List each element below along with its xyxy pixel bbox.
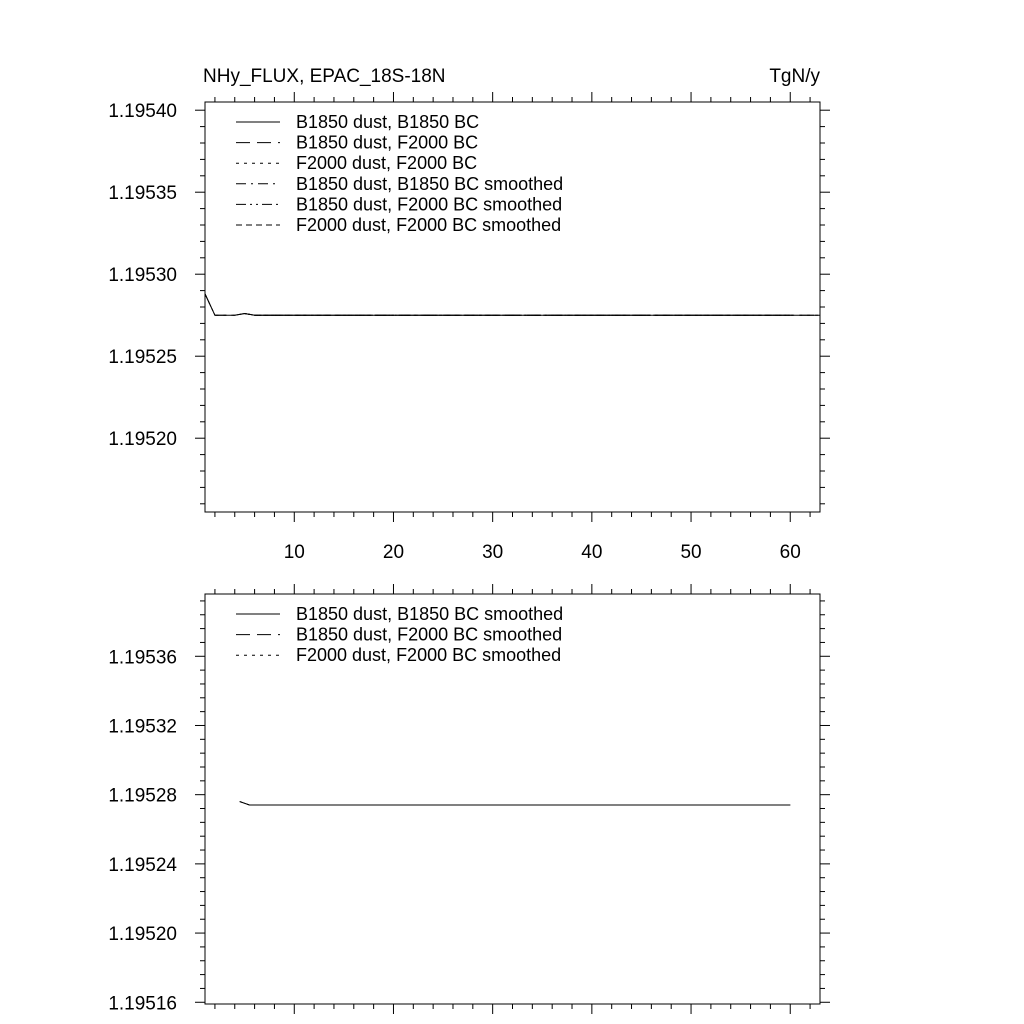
x-tick-label: 60 — [779, 542, 801, 563]
x-tick-label: 50 — [680, 542, 702, 563]
series-line — [205, 294, 820, 315]
legend-label: F2000 dust, F2000 BC smoothed — [296, 645, 562, 666]
y-tick-label: 1.19516 — [108, 993, 177, 1015]
y-tick-label: 1.19520 — [108, 429, 177, 451]
legend-label: F2000 dust, F2000 BC — [296, 153, 478, 174]
x-tick-label: 10 — [283, 542, 305, 563]
top-panel — [108, 66, 830, 563]
series-line — [205, 294, 820, 315]
y-tick-label: 1.19520 — [108, 924, 177, 946]
legend-label: B1850 dust, B1850 BC — [296, 112, 480, 132]
y-tick-label: 1.19528 — [108, 785, 177, 807]
chart-units: TgN/y — [769, 66, 820, 87]
x-tick-label: 20 — [382, 542, 405, 563]
bottom-panel — [108, 584, 830, 1014]
legend-label: B1850 dust, B1850 BC smoothed — [296, 604, 564, 624]
y-tick-label: 1.19540 — [108, 101, 177, 123]
legend-label: B1850 dust, F2000 BC — [296, 132, 479, 153]
y-tick-label: 1.19535 — [108, 183, 177, 205]
y-tick-label: 1.19536 — [108, 647, 177, 669]
legend-label: B1850 dust, F2000 BC smoothed — [296, 624, 563, 645]
legend-label: B1850 dust, B1850 BC smoothed — [296, 173, 564, 194]
legend-label: B1850 dust, F2000 BC smoothed — [296, 194, 563, 215]
chart-title: NHy_FLUX, EPAC_18S-18N — [203, 66, 446, 87]
y-tick-label: 1.19525 — [108, 347, 177, 369]
x-tick-label: 40 — [581, 542, 603, 563]
series-line — [240, 802, 791, 805]
x-tick-label: 30 — [482, 542, 504, 563]
series-line — [205, 294, 820, 315]
series-line — [240, 802, 791, 805]
y-tick-label: 1.19532 — [108, 716, 177, 738]
series-line — [240, 802, 791, 805]
y-tick-label: 1.19524 — [108, 854, 177, 876]
series-line — [245, 314, 791, 316]
legend-label: F2000 dust, F2000 BC smoothed — [296, 215, 562, 235]
y-tick-label: 1.19530 — [108, 265, 177, 287]
